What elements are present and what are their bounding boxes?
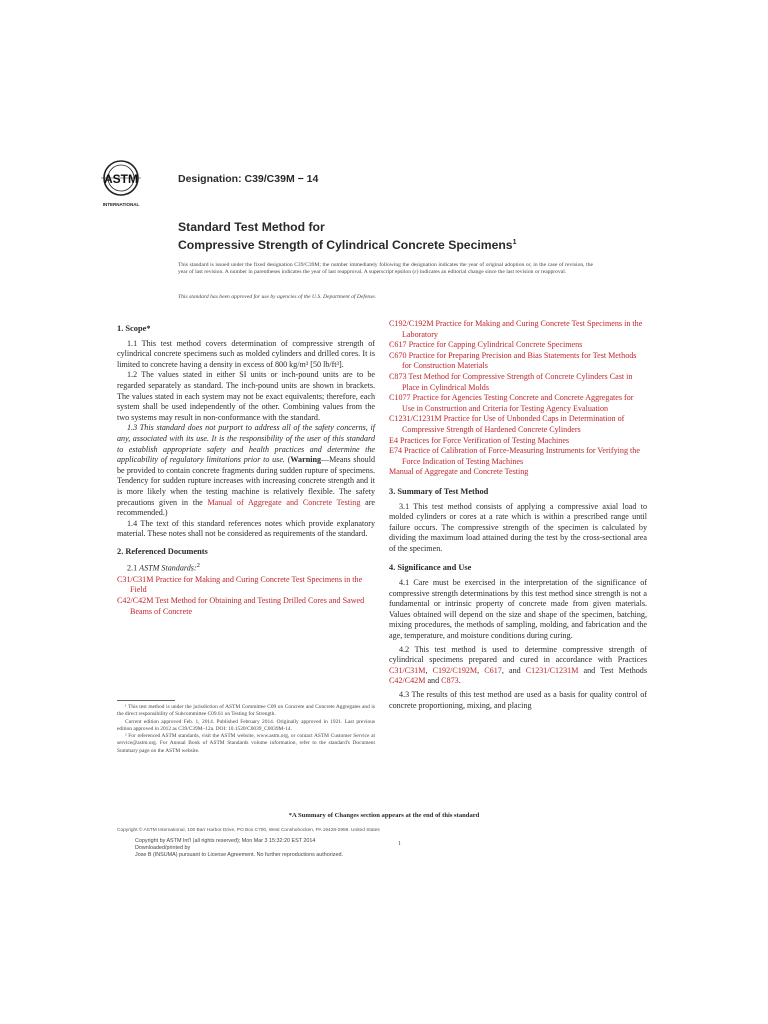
footnotes — [117, 704, 375, 755]
reference-link[interactable]: C1231/C1231M Practice for Use of Unbonded Caps in Determination of Compressive Strength of Hardened Concrete Cylinders — [389, 414, 625, 434]
scope-heading: 1. Scope* — [117, 324, 151, 333]
warning-label: Warning — [290, 455, 321, 465]
para-1-2: 1.2 The values stated in either SI units or inch-pound units are to be regarded separately as standard. The inch-pound units are shown in brackets. The values stated in each system may not be exact equivalents; therefore, each system shall be used independently of the other. Combining values from the two systems may result in non-conformance with the standard. — [117, 370, 375, 422]
para-2-1 — [117, 561, 375, 574]
significance-heading: 4. Significance and Use — [389, 563, 472, 573]
refdocs-heading: 2. Referenced Documents — [117, 546, 208, 556]
manual-link[interactable]: Manual of Aggregate and Concrete Testing — [207, 497, 361, 507]
footnote: Current edition approved Feb. 1, 2014. Published February 2014. Originally approved in 1921. Last previous edition approved in 2012 as C39/C39M–12a. DOI: 10.1520/C0039_C0039M-14. — [117, 718, 375, 732]
title-main: Compressive Strength of Cylindrical Concrete Specimens — [178, 238, 513, 253]
footnote: ² For referenced ASTM standards, visit the ASTM website, www.astm.org, or contact ASTM Customer Service at service@astm.org. For Annual Book of ASTM Standards volume information, refer to the standard's Document Summary page on the ASTM website. — [117, 733, 375, 754]
download-line-3: Jose B (INSUMA) pursuant to License Agreement. No further reproductions authorized. — [135, 852, 343, 859]
ref-c1231-link[interactable]: C1231/C1231M — [525, 665, 579, 675]
reference-link[interactable]: C670 Practice for Preparing Precision and Bias Statements for Test Methods for Construction Materials — [389, 350, 637, 371]
reference-link[interactable]: E4 Practices for Force Verification of Testing Machines — [389, 435, 570, 445]
footnote: ¹ This test method is under the jurisdiction of ASTM Committee C09 on Concrete and Concrete Aggregates and is the direct responsibility of Subcommittee C09.61 on Testing for Strength. — [117, 704, 375, 718]
logo-subtext: INTERNATIONAL — [102, 202, 140, 207]
title-footnote-mark: 1 — [512, 239, 517, 246]
copyright-line: Copyright © ASTM International, 100 Barr Harbor Drive, PO Box C700, West Conshohocken, PA 19428-2959. United States — [117, 828, 380, 833]
sep: , — [477, 665, 485, 675]
left-column — [117, 319, 375, 617]
para-4-2-text: 4.2 This test method is used to determine compressive strength of cylindrical specimens prepared and cured in accordance with Practices — [389, 644, 647, 665]
summary-notice: *A Summary of Changes section appears at the end of this standard — [288, 812, 480, 819]
reference-link[interactable]: C192/C192M Practice for Making and Curing Concrete Test Specimens in the Laboratory — [389, 319, 643, 339]
reference-link[interactable]: C1077 Practice for Agencies Testing Concrete and Concrete Aggregates for Use in Construction and Criteria for Testing Agency Evaluation — [389, 393, 634, 413]
para-4-1: 4.1 Care must be exercised in the interpretation of the significance of compressive strength determinations by this test method since strength is not a fundamental or intrinsic property of concrete made from given materials. Values obtained will depend on the size and shape of the specimen, batching, mixing procedures, the methods of sampling, molding, and fabrication and the age, temperature, and moisture conditions during curing. — [389, 578, 647, 641]
summary-heading: 3. Summary of Test Method — [389, 486, 489, 496]
para-1-3-end: are recommended.) — [117, 497, 375, 518]
para-1-3: 1.3 This standard does not purport to address all of the safety concerns, if any, associated with its use. It is the responsibility of the user of this standard to establish appropriate safety and health practices and determine the applicability of regulatory limitations prior to use. (Warning—Means should be provided to contain concrete fragments during sudden rupture of specimens. Tendency for sudden rupture increases with increasing concrete strength and it is more likely when the testing machine is relatively flexible. The safety precautions given in the Manual of Aggregate and Concrete Testing are recommended.) — [117, 423, 376, 518]
title-line-1: Standard Test Method for — [178, 220, 325, 234]
reference-link[interactable]: Manual of Aggregate and Concrete Testing — [389, 467, 529, 477]
sep: and Test Methods — [578, 665, 648, 675]
issue-note: This standard is issued under the fixed designation C39/C39M; the number immediately following the designation indicates the year of original adoption or, in the case of revision, the year of last revision. A number in parentheses indicates the year of last reapproval. A superscript epsilon (ε) indicates an editorial change since the last revision or reapproval. — [178, 262, 593, 276]
para-2-1-sup: 2 — [196, 562, 200, 570]
footnote-divider — [117, 700, 175, 701]
para-4-2 — [389, 645, 647, 687]
reference-link[interactable]: C873 Test Method for Compressive Strength of Concrete Cylinders Cast in Place in Cylindrical Molds — [389, 371, 633, 392]
sep: and — [425, 676, 442, 686]
sep: , — [425, 665, 433, 675]
title-line-2 — [178, 235, 516, 253]
document-title — [178, 220, 516, 253]
download-line-1: Copyright by ASTM Int'l (all rights reserved); Mon Mar 3 15:32:20 EST 2014 — [135, 838, 316, 844]
download-line-2: Downloaded/printed by — [135, 845, 191, 852]
designation: Designation: C39/C39M − 14 — [178, 173, 319, 185]
ref-c192-link[interactable]: C192/C192M — [432, 665, 478, 675]
logo-text: ASTM — [104, 172, 138, 186]
para-2-1-lead: 2.1 — [127, 564, 140, 574]
approval-note: This standard has been approved for use by agencies of the U.S. Department of Defense. — [178, 294, 377, 300]
para-1-4: 1.4 The text of this standard references notes which provide explanatory material. These notes shall not be considered as requirements of the standard. — [117, 518, 375, 539]
para-1-3-rest: —Means should be provided to contain concrete fragments during sudden rupture of specimens. Tendency for sudden rupture increases with increasing concrete strength and it is more likely when the testing machine is relatively flexible. The safety precautions given in the — [117, 455, 376, 507]
para-3-1: 3.1 This test method consists of applying a compressive axial load to molded cylinders or cores at a rate which is within a prescribed range until failure occurs. The compressive strength of the specimen is calculated by dividing the maximum load attained during the test by the cross-sectional area of the specimen. — [389, 501, 647, 553]
reference-link[interactable]: E74 Practice of Calibration of Force-Measuring Instruments for Verifying the Force Indication of Testing Machines — [389, 446, 640, 466]
ref-c42-link[interactable]: C42/C42M — [389, 676, 426, 686]
reference-link[interactable]: C31/C31M Practice for Making and Curing Concrete Test Specimens in the Field — [117, 574, 363, 595]
para-1-1: 1.1 This test method covers determination of compressive strength of cylindrical concrete specimens such as molded cylinders and drilled cores. It is limited to concrete having a density in excess of 800 kg/m³ [50 lb/ft³]. — [117, 338, 375, 369]
right-column — [389, 319, 647, 711]
reference-link[interactable]: C42/C42M Test Method for Obtaining and Testing Drilled Cores and Sawed Beams of Concrete — [117, 595, 365, 616]
astm-logo — [95, 158, 171, 210]
ref-c31-link[interactable]: C31/C31M — [389, 665, 426, 675]
page-number: 1 — [398, 841, 401, 847]
astm-standards-label: ASTM Standards: — [139, 564, 197, 574]
ref-c617-link[interactable]: C617 — [484, 665, 502, 675]
reference-link[interactable]: C617 Practice for Capping Cylindrical Concrete Specimens — [389, 340, 583, 350]
para-4-3: 4.3 The results of this test method are used as a basis for quality control of concrete proportioning, mixing, and placing — [389, 690, 647, 710]
sep: , and — [501, 665, 526, 675]
download-notice — [135, 838, 535, 860]
para-1-3-italic: 1.3 This standard does not purport to address all of the safety concerns, if any, associated with its use. It is the responsibility of the user of this standard to establish appropriate safety and health practices and determine the applicability of regulatory limitations prior to use. — [117, 423, 375, 465]
sep: . — [458, 676, 461, 686]
ref-c873-link[interactable]: C873 — [441, 676, 459, 686]
